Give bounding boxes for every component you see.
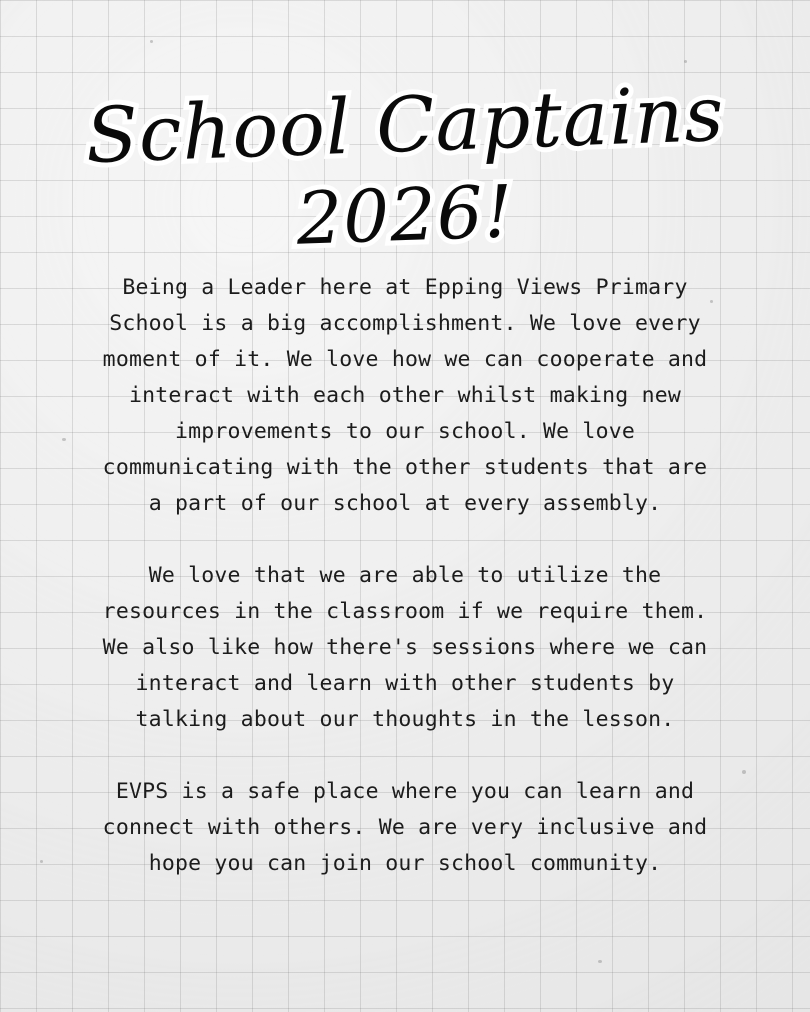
body-text bbox=[95, 270, 715, 882]
paper-speck bbox=[150, 40, 153, 43]
paragraph-leadership: Being a Leader here at Epping Views Primary School is a big accomplishment. We love every moment of it. We love how we can cooperate and interact with each other whilst making new improvements to our school. We love communicating with the other students that are a part of our school at every assembly. bbox=[102, 275, 708, 516]
paper-speck bbox=[40, 860, 43, 863]
paragraph-resources: We love that we are able to utilize the resources in the classroom if we require them. We also like how there's sessions where we can interact and learn with other students by talking about our thoughts in the lesson. bbox=[102, 563, 708, 732]
paragraph-community: EVPS is a safe place where you can learn and connect with others. We are very inclusive and hope you can join our school community. bbox=[102, 779, 708, 876]
title-line-1: School Captains bbox=[84, 68, 726, 181]
paper-speck bbox=[62, 438, 66, 441]
paper-speck bbox=[742, 770, 746, 774]
paper-speck bbox=[598, 960, 602, 963]
title-line-2: 2026! bbox=[295, 169, 515, 261]
